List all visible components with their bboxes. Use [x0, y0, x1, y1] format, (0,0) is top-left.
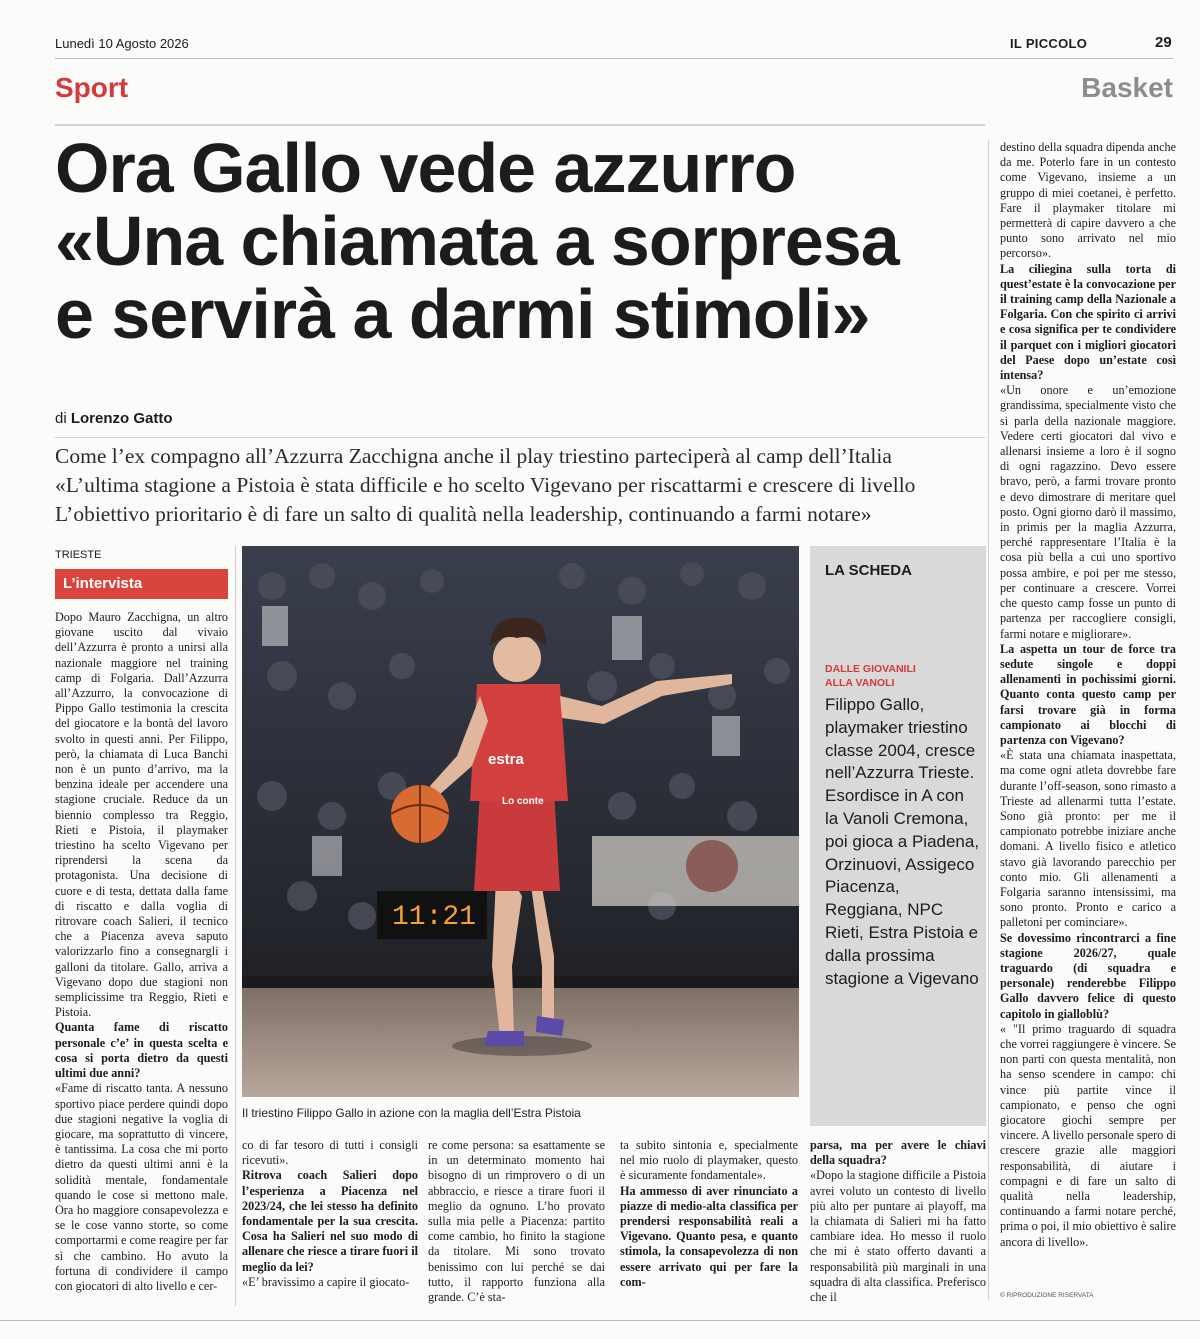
subhead-line: L’obiettivo prioritario è di fare un salto di qualità nella leadership, continuando a farmi notare»: [55, 502, 872, 526]
basketball-player-photo: [242, 546, 799, 1097]
question: Ritrova coach Salieri dopo l’esperienza a Piacenza nel 2023/24, che lei stesso ha definito fondamentale per la sua crescita. Cosa ha Salieri nel suo modo di allenare che riesce a tirare fuori il meglio da lei?: [242, 1168, 418, 1274]
subhead-line: Come l’ex compagno all’Azzurra Zacchigna anche il play triestino parteciperà al camp dell’Italia: [55, 444, 892, 468]
info-box-kicker: [825, 662, 975, 690]
article-column-5: [810, 1138, 986, 1310]
paragraph: «Fame di riscatto tanta. A nessuno sportivo piace perdere quindi dopo due stagioni negative la voglia di giocare, ma soprattutto di vincere, è tantissima. La cosa che mi porto dietro da questi ultimi anni è la solidità mentale, fondamentale quando le cose si mettono male. Ora ho maggiore consapevolezza e se le cose vanno storte, so come comportarmi e come reagire per far sì che cambino. Ho avuto la fortuna di condividere il campo con giocatori di alto livello e cer-: [55, 1081, 228, 1293]
byline-prefix: di: [55, 410, 67, 427]
page-bottom-divider: [0, 1320, 1200, 1321]
article-column-1: [55, 610, 228, 1302]
subheadline: [55, 442, 995, 529]
paragraph: ta subito sintonia e, specialmente nel mio ruolo di playmaker, questo è sicuramente fondamentale».: [620, 1138, 798, 1183]
info-box-title: LA SCHEDA: [825, 562, 912, 579]
headline: [55, 129, 985, 353]
question: Quanta fame di riscatto personale c’e’ in questa scelta e cosa si porta dietro da questi ultimi due anni?: [55, 1020, 228, 1081]
column-divider: [988, 140, 989, 1300]
page-number: 29: [1155, 34, 1172, 51]
svg-text:11:21: 11:21: [392, 902, 477, 933]
header-divider: [55, 58, 1173, 59]
paragraph: « "Il primo traguardo di squadra che vorrei raggiungere è vincere. Se non parti con questa mentalità, non ha senso scendere in campo: chi vince più partite vince il campionato, e penso che ogni giocatore giochi sempre per vincere. A livello personale spero di crescere grazie alle maggiori responsabilità, di aiutare i compagni e di fare un salto di qualità nella leadership, continuando a farmi notare perché, prima o poi, il mio obiettivo è salire ancora di livello».: [1000, 1021, 1176, 1249]
jersey-sponsor-secondary: Lo conte: [502, 796, 544, 807]
paragraph: re come persona: sa esattamente se in un determinato momento hai bisogno di un rimprovero o di un abbraccio, e riesce a tirare fuori il meglio da ognuno. L’ho provato sulla mia pelle a Piacenza: partito come cambio, ho finito la stagione da titolare. Mi sono trovato benissimo con lui perché se dai tutto, il rapporto funziona alla grande. C’è sta-: [428, 1138, 605, 1305]
paragraph: «E’ bravissimo a capire il giocato-: [242, 1274, 410, 1289]
question: La aspetta un tour de force tra sedute singole e doppi allenamenti in pochissimi giorni. Quanto conta questo camp per farsi trovare già in forma campionato ai blocchi di partenza con Vigevano?: [1000, 641, 1176, 747]
headline-line: e servirà a darmi stimoli»: [55, 275, 870, 353]
paragraph: «È stata una chiamata inaspettata, ma come ogni atleta dovrebbe fare durante l’off-season, sono rimasto a Trieste ad allenarmi tutta l’estate. Sono già pronto: per me il campionato potrebbe iniziare anche domani. A livello fisico e atletico stavo già lavorando parecchio per conto mio. Gli allenamenti a Folgaria saranno intensissimi, ma sono pronto. Pronto e carico a palletoni per cominciare».: [1000, 748, 1176, 930]
paragraph: «Un onore e un’emozione grandissima, specialmente visto che si parla della nazionale maggiore. Vedere certi giocatori dal vivo e allenarsi insieme a loro è il sogno di ogni ragazzino. Devo essere bravo, però, a farmi trovare pronto e devo dimostrare di meritare quel posto. Ogni giorno darò il massimo, in primis per la maglia Azzurra, perché rappresentare l’Italia è la cosa più bella a cui uno sportivo possa ambire, e poi per me stesso, per continuare a crescere. Vorrei che questo camp fosse un punto di partenza per raccogliere consigli, farmi notare e migliorare».: [1000, 383, 1176, 641]
info-box-kicker-line: ALLA VANOLI: [825, 677, 895, 689]
info-box-kicker-line: DALLE GIOVANILI: [825, 663, 916, 675]
article-column-6: [1000, 140, 1176, 1290]
interview-kicker: L’intervista: [55, 569, 228, 599]
byline-divider: [55, 437, 985, 438]
issue-date: Lunedì 10 Agosto 2026: [55, 36, 189, 51]
dateline-location: TRIESTE: [55, 549, 102, 561]
info-box-text: Filippo Gallo, playmaker triestino classe 2004, cresce nell’Azzurra Trieste. Esordisce in A con la Vanoli Cremona, poi gioca a Piadena, Orzinuovi, Assigeco Piacenza, Reggiana, NPC Rieti, Estra Pistoia e dalla prossima stagione a Vigevano: [825, 695, 980, 988]
section-divider: [55, 124, 985, 126]
article-photo: [242, 546, 799, 1097]
headline-line: Ora Gallo vede azzurro: [55, 129, 796, 207]
question: Se dovessimo rincontrarci a fine stagione 2026/27, quale traguardo (di squadra e personale) renderebbe Filippo Gallo davvero felice di questo capitolo in gialloblù?: [1000, 930, 1176, 1021]
newspaper-name: IL PICCOLO: [1010, 36, 1088, 51]
section-label: Sport: [55, 72, 129, 103]
paragraph: Dopo Mauro Zacchigna, un altro giovane uscito dal vivaio dell’Azzurra è pronto a unirsi alla nazionale maggiore nel training camp di Folgaria. Dall’Azzurra all’Azzurro, la convocazione di Pippo Gallo testimonia la crescita del giocatore e la bontà del lavoro svolto in questi anni. Per Filippo, però, la chiamata di Luca Banchi non è un punto d’arrivo, ma la benzina ideale per accendere una stagione cruciale. Reduce da un biennio complesso tra Reggio, Rieti e Pistoia, il playmaker triestino ha scelto Vigevano per riprendersi la scena da protagonista. Una decisione di cuore e di testa, dettata dalla fame di riscatto e dalla voglia di ritrovare coach Salieri, il tecnico che a Piacenza aveva saputo valorizzarlo fino a consegnargli i galloni da titolare. Gallo, arriva a Vigevano dopo due stagioni non semplicissime tra Reggio, Rieti e Pistoia.: [55, 610, 228, 1020]
article-column-4: [620, 1138, 798, 1310]
article-column-3: [428, 1138, 605, 1310]
question: Ha ammesso di aver rinunciato a piazze di medio-alta classifica per prendersi responsabilità reali a Vigevano. Quanto pesa, e quanto stimola, la consapevolezza di non essere arrivato qui per fare la com-: [620, 1183, 798, 1289]
byline: [55, 410, 173, 427]
paragraph: destino della squadra dipenda anche da me. Poterlo fare in un contesto come Vigevano, insieme a un gruppo di miei coetanei, è perfetto. Fare il playmaker titolare mi permetterà di capire davvero a che punto sono arrivato nel mio percorso».: [1000, 140, 1176, 261]
jersey-sponsor: estra: [488, 751, 524, 768]
byline-author: Lorenzo Gatto: [70, 410, 173, 427]
column-divider: [235, 546, 236, 1306]
article-column-2: [242, 1138, 418, 1310]
paragraph: «Dopo la stagione difficile a Pistoia avrei voluto un contesto di livello più alto per puntare ai playoff, ma la chiamata di Salieri mi ha fatto cambiare idea. Ho messo il ruolo che mi è stato offerto davanti a responsabilità più marginali in una squadra di alta classifica. Preferisco che il: [810, 1168, 986, 1305]
question: La ciliegina sulla torta di quest’estate è la convocazione per il training camp della Nazionale a Folgaria. Con che spirito ci arrivi e cosa significa per te condividere il parquet con i migliori giocatori del Paese dopo un’estate così intensa?: [1000, 261, 1176, 383]
photo-caption: Il triestino Filippo Gallo in azione con la maglia dell’Estra Pistoia: [242, 1106, 581, 1120]
question: parsa, ma per avere le chiavi della squadra?: [810, 1138, 986, 1168]
copyright-note: © RIPRODUZIONE RISERVATA: [1000, 1292, 1094, 1299]
subhead-line: «L’ultima stagione a Pistoia è stata difficile e ho scelto Vigevano per riscattarmi e crescere di livello: [55, 473, 916, 497]
paragraph: co di far tesoro di tutti i consigli ricevuti».: [242, 1138, 418, 1168]
category-label: Basket: [1081, 72, 1173, 103]
headline-line: «Una chiamata a sorpresa: [55, 202, 899, 280]
